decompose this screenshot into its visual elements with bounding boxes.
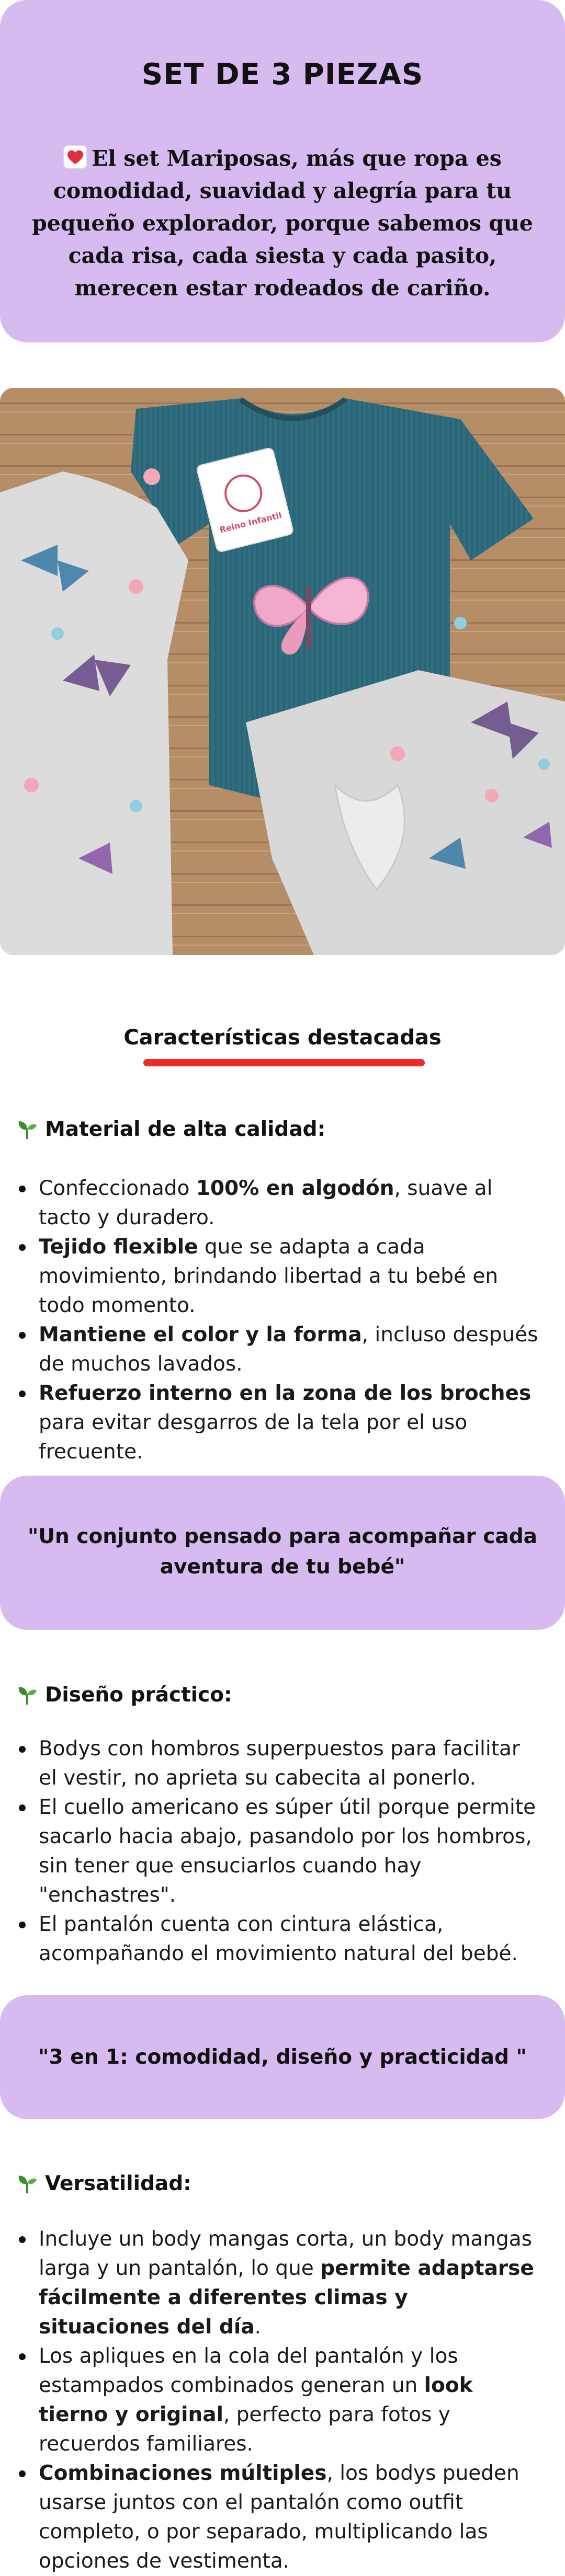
list-item: Tejido flexible que se adapta a cada movimiento, brindando libertad a tu bebé en todo momento. <box>15 1233 543 1320</box>
list-item: Refuerzo interno en la zona de los broches para evitar desgarros de la tela por el uso frecuente. <box>15 1379 543 1467</box>
product-photo-illustration <box>0 388 565 955</box>
quote-2-text: "3 en 1: comodidad, diseño y practicidad " <box>38 2045 527 2069</box>
versatility-heading <box>16 2172 191 2195</box>
list-item: El pantalón cuenta con cintura elástica, acompañando el movimiento natural del bebé. <box>15 1910 543 1969</box>
page-title: SET DE 3 PIEZAS <box>141 58 424 91</box>
material-list <box>15 1174 543 1467</box>
list-item: Confeccionado 100% en algodón, suave al tacto y duradero. <box>15 1174 543 1233</box>
list-item: Mantiene el color y la forma, incluso después de muchos lavados. <box>15 1320 543 1379</box>
sprout-icon <box>16 1684 39 1707</box>
material-heading <box>16 1118 325 1141</box>
intro-text-body: El set Mariposas, más que ropa es comodidad, suavidad y alegría para tu pequeño explorador, porque sabemos que cada risa, cada siesta y cada pasito, merecen estar rodeados de cariño. <box>32 146 533 301</box>
sprout-icon <box>16 2172 39 2195</box>
list-item: Combinaciones múltiples, los bodys pueden usarse juntos con el pantalón como outfit completo, o por separado, multiplicando las opciones de vestimenta. <box>15 2459 543 2576</box>
quote-card-1 <box>0 1476 565 1630</box>
material-heading-text: Material de alta calidad: <box>45 1118 326 1141</box>
design-heading-text: Diseño práctico: <box>45 1683 232 1707</box>
list-item: Los apliques en la cola del pantalón y los estampados combinados generan un look tierno y original, perfecto para fotos y recuerdos familiares. <box>15 2342 543 2459</box>
versatility-heading-text: Versatilidad: <box>45 2172 191 2195</box>
brand-tag-text: Reino Infantil <box>218 510 283 535</box>
sprout-icon <box>16 1118 39 1141</box>
intro-card <box>0 0 565 342</box>
product-photo <box>0 388 565 955</box>
design-heading <box>16 1683 232 1707</box>
features-heading-underline <box>143 1059 425 1066</box>
heart-icon <box>63 145 87 169</box>
quote-card-2 <box>0 1995 565 2119</box>
versatility-list <box>15 2225 543 2576</box>
quote-1-text: "Un conjunto pensado para acompañar cada aventura de tu bebé" <box>28 1525 537 1579</box>
list-item: El cuello americano es súper útil porque permite sacarlo hacia abajo, pasandolo por los hombros, sin tener que ensuciarlos cuando hay "enchastres". <box>15 1793 543 1910</box>
features-heading: Características destacadas <box>123 1026 442 1050</box>
design-list <box>15 1734 543 1969</box>
list-item: Incluye un body mangas corta, un body mangas larga y un pantalón, lo que permite adaptarse fácilmente a diferentes climas y situaciones del día. <box>15 2225 543 2342</box>
intro-text <box>16 142 549 304</box>
list-item: Bodys con hombros superpuestos para facilitar el vestir, no aprieta su cabecita al ponerlo. <box>15 1734 543 1793</box>
